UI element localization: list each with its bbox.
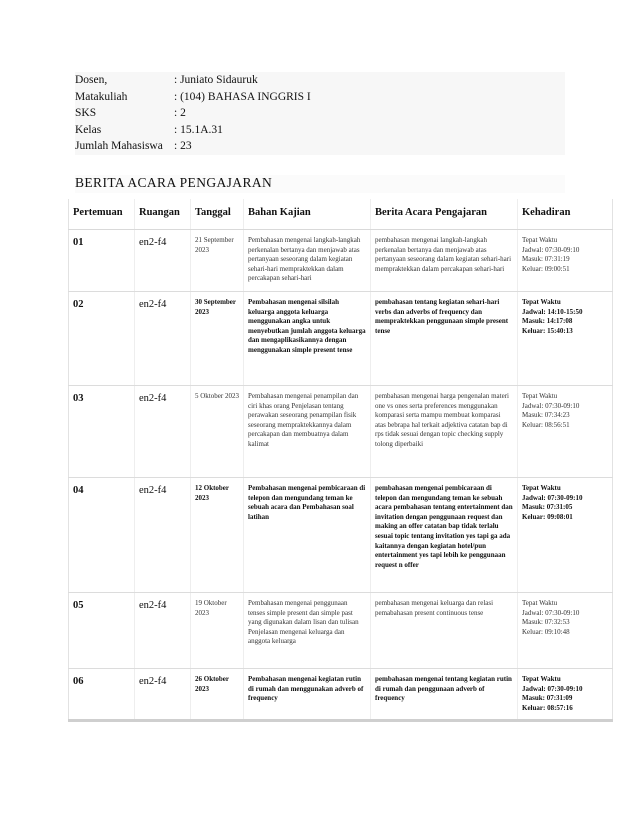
- info-value: : Juniato Sidauruk: [174, 74, 258, 86]
- attendance-schedule: Jadwal: 07:30-09:10: [522, 401, 580, 410]
- attendance-status: Tepat Waktu: [522, 675, 561, 683]
- attendance-out: Keluar: 08:57:16: [522, 703, 573, 712]
- attendance-in: Masuk: 07:31:19: [522, 255, 570, 264]
- date: 5 Oktober 2023: [191, 386, 244, 478]
- attendance-status: Tepat Waktu: [522, 392, 558, 400]
- column-header-topic: Bahan Kajian: [244, 199, 371, 230]
- attendance-schedule: Jadwal: 07:30-09:10: [522, 684, 583, 693]
- topic: Pembahasan mengenai pembicaraan di telepon dan mengundang teman ke sebuah acara dan Pembahasan soal latihan: [244, 478, 371, 593]
- column-header-room: Ruangan: [135, 199, 191, 230]
- table-row: [69, 669, 613, 721]
- room: en2-f4: [135, 386, 191, 478]
- attendance-out: Keluar: 15:40:13: [522, 326, 573, 335]
- date: 21 September 2023: [191, 230, 244, 292]
- info-value: : (104) BAHASA INGGRIS I: [174, 90, 311, 103]
- attendance-schedule: Jadwal: 07:30-09:10: [522, 493, 583, 502]
- attendance-out: Keluar: 09:00:51: [522, 264, 570, 273]
- date: 26 Oktober 2023: [191, 669, 244, 721]
- date: 19 Oktober 2023: [191, 593, 244, 669]
- attendance: [518, 478, 613, 593]
- column-header-meeting: Pertemuan: [69, 199, 135, 230]
- info-label: Matakuliah: [75, 90, 128, 103]
- column-header-attendance: Kehadiran: [518, 199, 613, 230]
- room: en2-f4: [135, 669, 191, 721]
- attendance-in: Masuk: 07:31:05: [522, 503, 573, 512]
- date: 12 Oktober 2023: [191, 478, 244, 593]
- attendance-status: Tepat Waktu: [522, 236, 558, 244]
- info-label: SKS: [75, 107, 97, 119]
- meeting-number: 03: [69, 386, 135, 478]
- attendance-out: Keluar: 09:10:48: [522, 627, 570, 636]
- info-row-class: [75, 122, 565, 139]
- topic: Pembahasan mengenai penggunaan tenses simple present dan simple past yang digunakan dalam lisan dan tulisan Penjelasan mengenai keluarga dan anggota keluarga: [244, 593, 371, 669]
- attendance: [518, 230, 613, 292]
- info-label: Jumlah Mahasiswa: [75, 140, 163, 152]
- table-row: [69, 292, 613, 386]
- attendance-out: Keluar: 08:56:51: [522, 420, 570, 429]
- info-row-students: [75, 138, 565, 155]
- meeting-number: 02: [69, 292, 135, 386]
- info-label: Dosen,: [75, 74, 108, 86]
- meeting-number: 01: [69, 230, 135, 292]
- room: en2-f4: [135, 230, 191, 292]
- info-value: : 23: [174, 140, 192, 152]
- topic: Pembahasan mengenai langkah-langkah perkenalan bertanya dan menjawab atas pertanyaan seseorang dalam kegiatan sehari-hari mempraktekkan dalam percakapan sehari-hari: [244, 230, 371, 292]
- attendance: [518, 386, 613, 478]
- table-row: [69, 478, 613, 593]
- topic: Pembahasan mengenai penampilan dan ciri khas orang Penjelasan tentang perawakan seseorang penampilan fisik seseorang mempraktekkannya dalam percakapan dan membuatnya dalam kalimat: [244, 386, 371, 478]
- room: en2-f4: [135, 593, 191, 669]
- table-row: [69, 386, 613, 478]
- table-row: [69, 593, 613, 669]
- report: pembahasan mengenai harga pengenalan materi one vs ones serta preferences menggunakan komparasi serta mampu membuat komparasi atas bebrapa hal terkait adjektiva catatan bap di rps tidak sesuai dengan topic checking supply tolong diperbaiki: [371, 386, 518, 478]
- info-value: : 2: [174, 107, 186, 119]
- attendance-schedule: Jadwal: 14:10-15:50: [522, 307, 583, 316]
- topic: Pembahasan mengenai kegiatan rutin di rumah dan menggunakan adverb of frequency: [244, 669, 371, 721]
- meeting-number: 05: [69, 593, 135, 669]
- attendance-in: Masuk: 07:34:23: [522, 411, 570, 420]
- attendance-schedule: Jadwal: 07:30-09:10: [522, 245, 580, 254]
- attendance-status: Tepat Waktu: [522, 298, 561, 306]
- info-row-credits: [75, 105, 565, 122]
- column-header-report: Berita Acara Pengajaran: [371, 199, 518, 230]
- report: pembahasan mengenai pembicaraan di telepon dan mengundang teman ke sebuah acara pembahasan tentang entertainment dan invitation dengan penggunaan request dan making an offer catatan bap tidak terlalu sesuai topic tentang invitation yes tapi ga ada kaitannya dengan kegiatan hotel/pun entertainment yes tapi lebih ke penggunaan request n offer: [371, 478, 518, 593]
- attendance-out: Keluar: 09:08:01: [522, 512, 573, 521]
- info-row-course: [75, 89, 565, 106]
- course-info: [75, 72, 565, 155]
- room: en2-f4: [135, 478, 191, 593]
- column-header-date: Tanggal: [191, 199, 244, 230]
- attendance-in: Masuk: 14:17:08: [522, 317, 573, 326]
- attendance: [518, 292, 613, 386]
- teaching-report-table: [68, 199, 613, 722]
- topic: Pembahasan mengenai silsilah keluarga anggota keluarga menggunakan angka untuk menyebutkan jumlah anggota keluarga dan mengaplikasikannya dengan menggunakan simple present tense: [244, 292, 371, 386]
- info-label: Kelas: [75, 123, 102, 136]
- attendance: [518, 669, 613, 721]
- report: pembahasan tentang kegiatan sehari-hari verbs dan adverbs of frequency dan mempraktekkan penggunaan simple present tense: [371, 292, 518, 386]
- attendance-status: Tepat Waktu: [522, 599, 558, 607]
- meeting-number: 04: [69, 478, 135, 593]
- info-row-lecturer: [75, 72, 565, 89]
- table-row: [69, 230, 613, 292]
- page-title: BERITA ACARA PENGAJARAN: [75, 175, 565, 193]
- attendance: [518, 593, 613, 669]
- report: pembahasan mengenai tentang kegiatan rutin di rumah dan penggunaan adverb of frequency: [371, 669, 518, 721]
- date: 30 September 2023: [191, 292, 244, 386]
- report: pembahasan mengenai langkah-langkah perkenalan bertanya dan menjawab atas pertanyaan seseorang dalam kegiatan sehari-hari mempraktekkan dalam percakapan sehari-hari: [371, 230, 518, 292]
- report: pembahasan mengenai keluarga dan relasi pemabahasan present continuous tense: [371, 593, 518, 669]
- info-value: : 15.1A.31: [174, 123, 223, 136]
- attendance-schedule: Jadwal: 07:30-09:10: [522, 608, 580, 617]
- table-header-row: [69, 199, 613, 230]
- attendance-in: Masuk: 07:32:53: [522, 618, 570, 627]
- meeting-number: 06: [69, 669, 135, 721]
- room: en2-f4: [135, 292, 191, 386]
- attendance-status: Tepat Waktu: [522, 484, 561, 492]
- attendance-in: Masuk: 07:31:09: [522, 694, 573, 703]
